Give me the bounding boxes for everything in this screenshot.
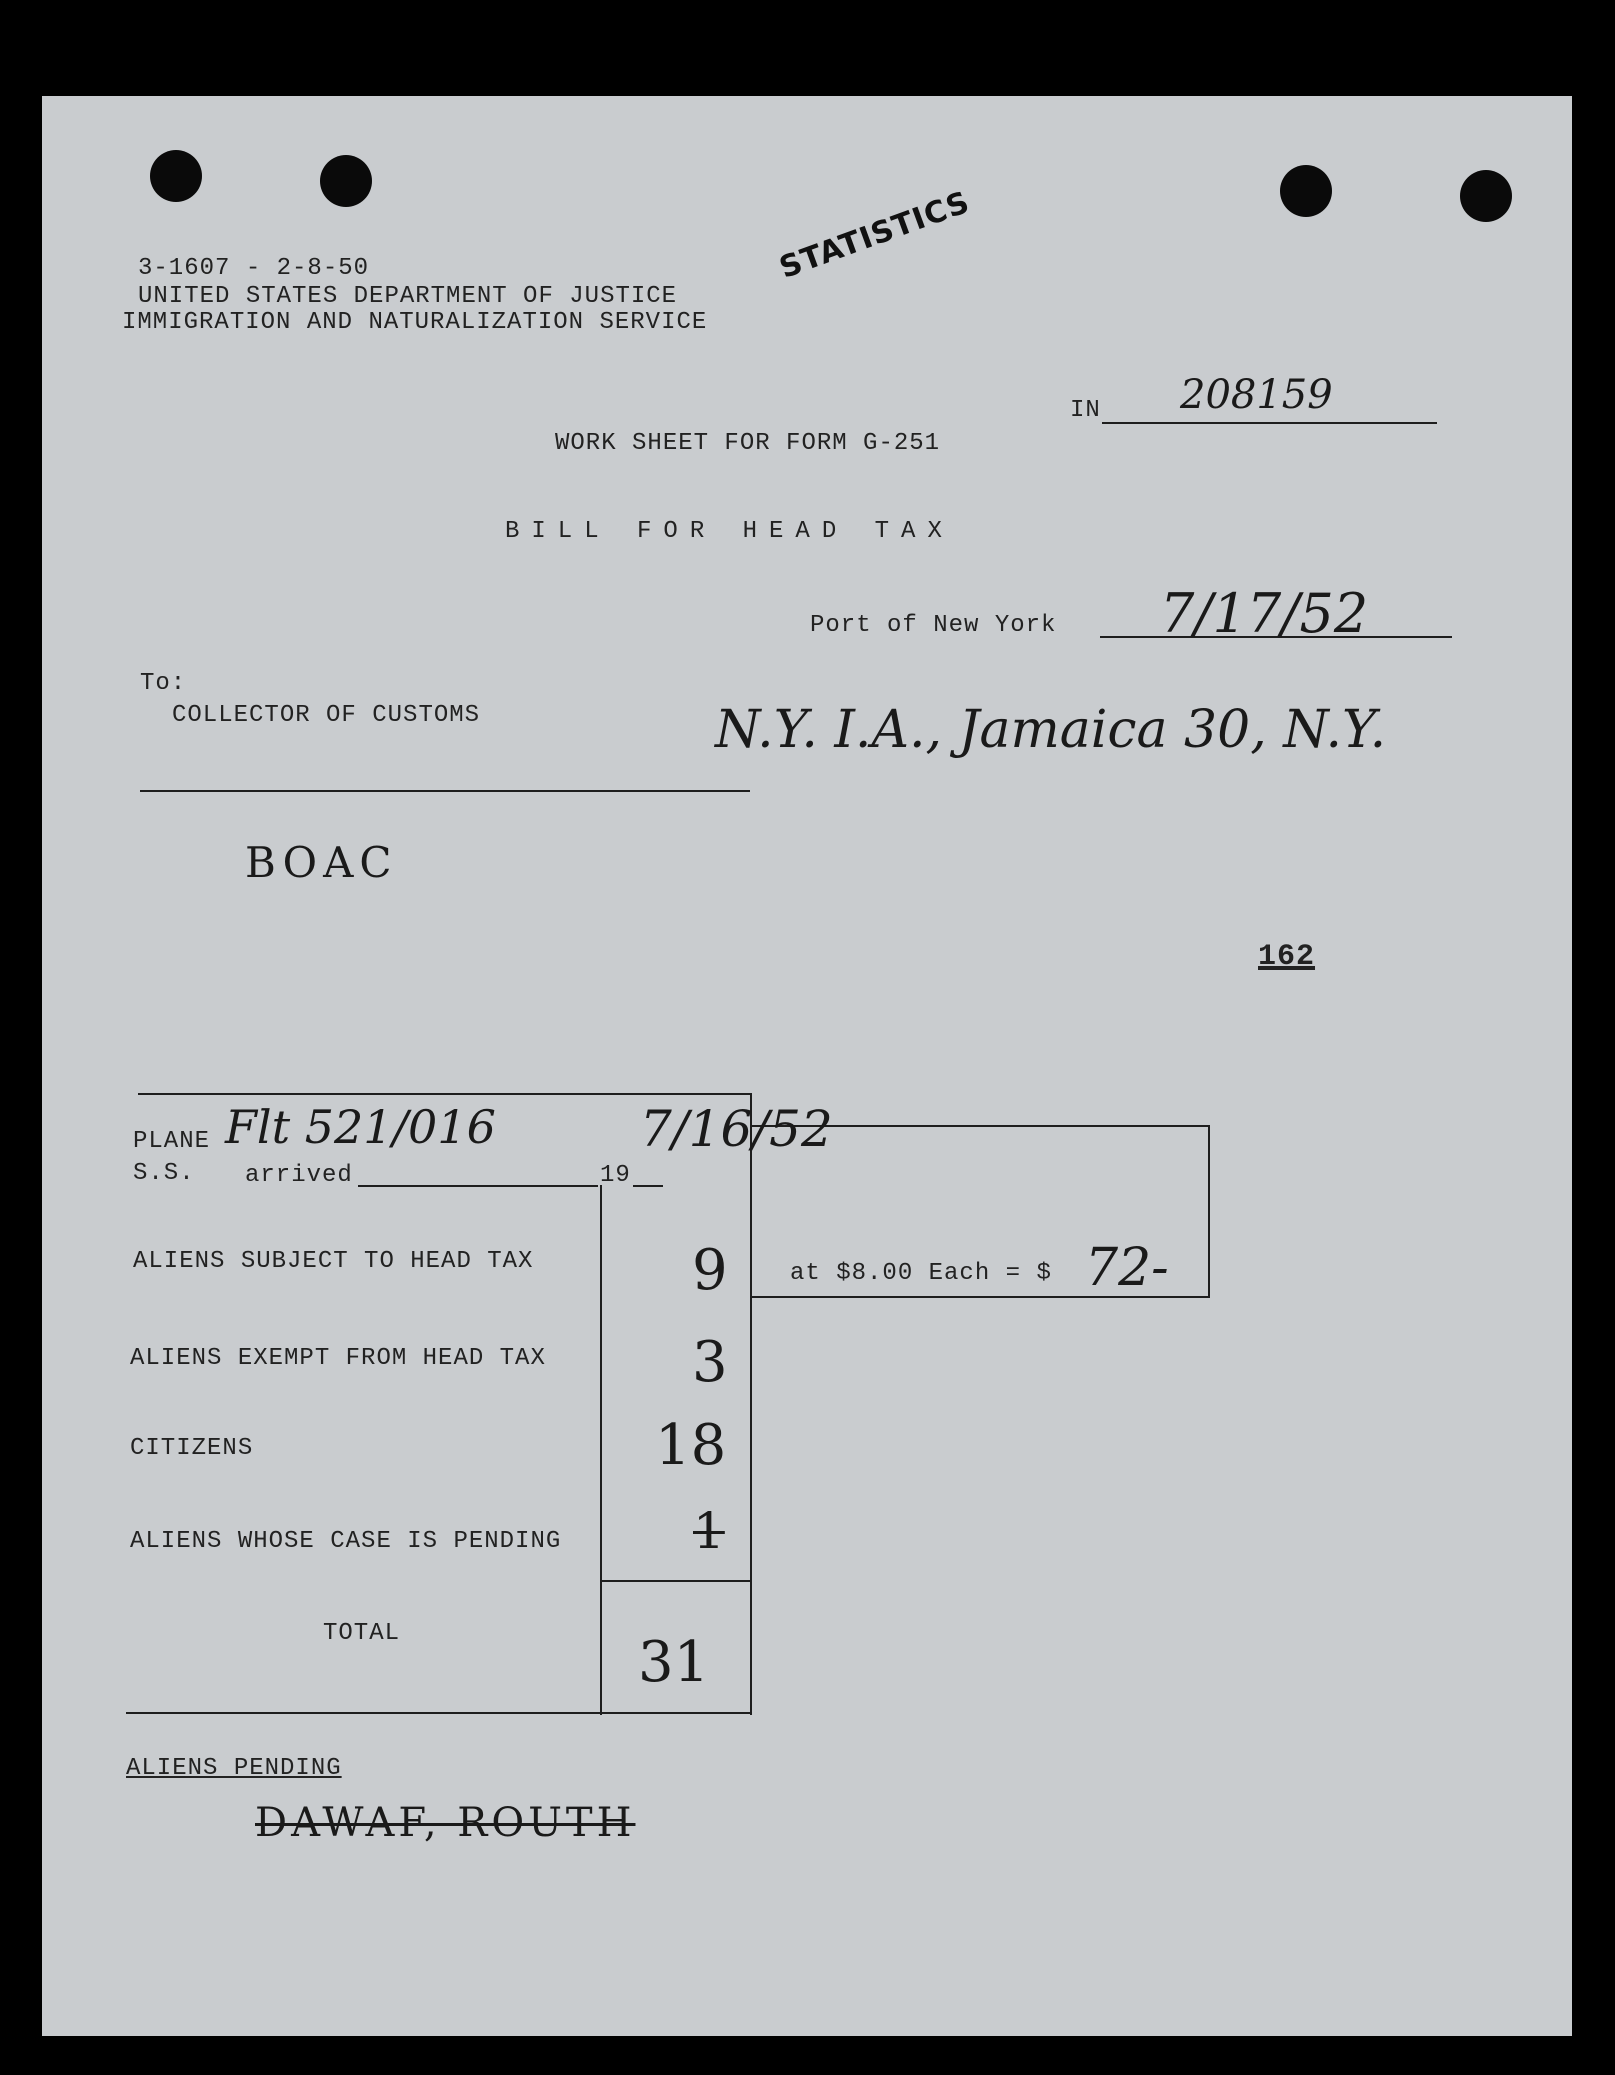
total-label: TOTAL	[323, 1620, 401, 1647]
arrived-underline	[358, 1185, 598, 1187]
rate-text: at $8.00 Each = $	[790, 1260, 1052, 1287]
year-prefix: 19	[600, 1162, 631, 1189]
table-bottom-line	[126, 1712, 752, 1714]
location-note: N.Y. I.A., Jamaica 30, N.Y.	[715, 700, 1387, 760]
statistics-stamp: STATISTICS	[775, 184, 975, 286]
table-top-line	[138, 1093, 750, 1095]
row-label-exempt: ALIENS EXEMPT FROM HEAD TAX	[130, 1345, 546, 1372]
year-underline	[633, 1185, 663, 1187]
row-value-citizens: 18	[655, 1413, 727, 1478]
total-value: 31	[638, 1630, 710, 1695]
plane-label: PLANE	[133, 1128, 211, 1155]
arrived-label: arrived	[245, 1162, 353, 1189]
rate-amount: 72-	[1085, 1238, 1169, 1298]
arrival-date: 7/16/52	[640, 1100, 833, 1158]
punch-hole-icon	[1460, 170, 1512, 222]
in-underline	[1102, 422, 1437, 424]
in-number: 208159	[1180, 372, 1333, 418]
punch-hole-icon	[150, 150, 202, 202]
total-divider	[600, 1580, 752, 1582]
carrier-name: BOAC	[245, 838, 398, 887]
value-column-left	[600, 1185, 602, 1715]
addressee-underline	[140, 790, 750, 792]
ss-label: S.S.	[133, 1160, 195, 1187]
service-name: IMMIGRATION AND NATURALIZATION SERVICE	[122, 309, 708, 336]
row-label-citizens: CITIZENS	[130, 1435, 254, 1462]
worksheet-title: WORK SHEET FOR FORM G-251	[555, 430, 941, 457]
to-label: To:	[140, 670, 187, 697]
department-name: UNITED STATES DEPARTMENT OF JUSTICE	[138, 283, 678, 310]
flight-number: Flt 521/016	[225, 1100, 496, 1154]
value-column-right	[750, 1093, 752, 1715]
punch-hole-icon	[320, 155, 372, 207]
port-date: 7/17/52	[1160, 582, 1369, 645]
row-value-exempt: 3	[692, 1330, 728, 1395]
form-code: 3-1607 - 2-8-50	[138, 255, 370, 282]
rate-box-right	[1208, 1125, 1210, 1297]
port-label: Port of New York	[810, 612, 1057, 639]
form-sheet	[42, 96, 1572, 2036]
row-label-pending: ALIENS WHOSE CASE IS PENDING	[130, 1528, 562, 1555]
pending-name: DAWAF, ROUTH	[255, 1800, 636, 1846]
row-value-subject: 9	[692, 1238, 728, 1303]
punch-hole-icon	[1280, 165, 1332, 217]
row-label-subject: ALIENS SUBJECT TO HEAD TAX	[133, 1248, 534, 1275]
bill-title: BILL FOR HEAD TAX	[505, 518, 954, 545]
in-label: IN	[1070, 397, 1101, 424]
collector-name: COLLECTOR OF CUSTOMS	[172, 702, 481, 729]
pending-heading: ALIENS PENDING	[126, 1755, 342, 1782]
row-value-pending: 1	[693, 1502, 725, 1560]
page-number: 162	[1258, 940, 1316, 974]
